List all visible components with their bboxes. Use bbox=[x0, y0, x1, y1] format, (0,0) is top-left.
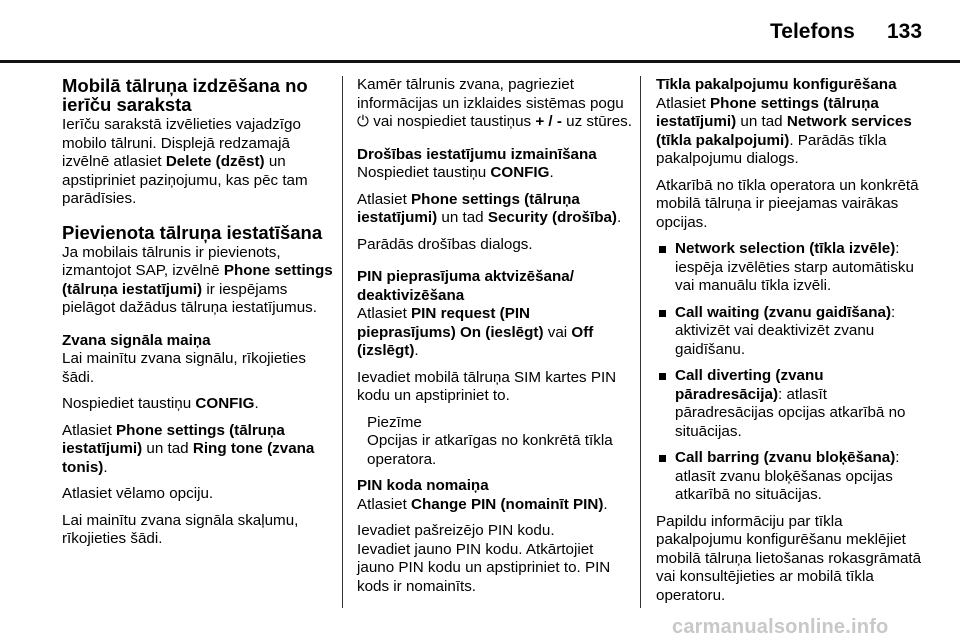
text: Atlasiet bbox=[357, 190, 412, 208]
paragraph-current-pin: Ievadiet pašreizējo PIN kodu. bbox=[357, 522, 555, 539]
list-item bbox=[656, 304, 926, 360]
text: . bbox=[414, 342, 419, 359]
bullet-square-icon bbox=[659, 455, 666, 462]
heading-pin-change: PIN koda nomaiņa bbox=[357, 477, 489, 494]
text: . bbox=[103, 458, 108, 476]
paragraph-pin-request bbox=[357, 305, 632, 361]
option-text: : atlasīt pāradresācijas opcijas atkarībā no situācijas. bbox=[675, 385, 906, 440]
menu-term: Delete (dzēst) bbox=[165, 153, 265, 170]
menu-term: Network services (tīkla pakalpojumi) bbox=[656, 113, 912, 149]
heading-security: Drošības iestatījumu izmainīšana bbox=[357, 145, 597, 163]
button-term: CONFIG bbox=[490, 164, 550, 181]
column-2 bbox=[357, 76, 632, 596]
heading-ringtone: Zvana signāla maiņa bbox=[62, 331, 211, 349]
text: un tad bbox=[437, 209, 488, 226]
text: Atlasiet bbox=[357, 305, 412, 322]
paragraph-network bbox=[656, 95, 926, 169]
menu-term: Security (drošība) bbox=[487, 209, 617, 226]
text: uz stūres. bbox=[561, 113, 632, 130]
option-term: Call waiting (zvanu gaidīšana) bbox=[675, 303, 892, 321]
text: . Parādās tīkla pakalpojumu dialogs. bbox=[656, 131, 887, 167]
page-header bbox=[0, 0, 960, 64]
bullet-square-icon bbox=[659, 373, 666, 380]
paragraph-press-config bbox=[357, 164, 632, 183]
list-item bbox=[656, 367, 926, 441]
text: . bbox=[254, 395, 259, 412]
column-1 bbox=[62, 76, 334, 549]
button-term: CONFIG bbox=[195, 395, 255, 412]
text: un apstipriniet paziņojumu, kas pēc tam parādīsies. bbox=[62, 153, 308, 207]
text: vai nospiediet taustiņus bbox=[369, 113, 536, 130]
column-divider-2 bbox=[640, 76, 641, 608]
running-title: Telefons bbox=[770, 20, 855, 43]
text: Nospiediet taustiņu bbox=[62, 395, 196, 412]
column-3 bbox=[656, 76, 926, 605]
heading-network-services: Tīkla pakalpojumu konfigurēšana bbox=[656, 76, 897, 93]
heading-pin-request: PIN pieprasījuma aktvizēšana/ deaktivizēšana bbox=[357, 268, 574, 304]
option-term: Call barring (zvanu bloķēšana) bbox=[675, 449, 896, 466]
header-rule bbox=[0, 60, 960, 63]
list-item bbox=[656, 449, 926, 505]
paragraph-while-ringing bbox=[357, 76, 632, 132]
text: Atlasiet bbox=[656, 94, 711, 112]
paragraph-volume: Lai mainītu zvana signāla skaļumu, rīkojieties šādi. bbox=[62, 511, 299, 547]
menu-term: Change PIN (nomainīt PIN) bbox=[411, 495, 604, 513]
paragraph-delete bbox=[62, 116, 334, 209]
text: . bbox=[616, 209, 622, 226]
text: un tad bbox=[736, 113, 787, 130]
paragraph-select-security bbox=[357, 191, 632, 228]
paragraph-ringtone: Lai mainītu zvana signālu, rīkojieties šādi. bbox=[62, 350, 306, 386]
options-list bbox=[656, 240, 926, 505]
option-text: : iespēja izvēlēties starp automātisku vai manuālu tīkla izvēli. bbox=[675, 240, 914, 294]
menu-term: Off (izslēgt) bbox=[357, 323, 594, 359]
text: ir iespējams pielāgot dažādus tālruņa iestatījumus. bbox=[62, 280, 317, 316]
option-text: : atlasīt zvanu bloķēšanas opcijas atkarībā no situācijas. bbox=[675, 449, 900, 503]
note-title: Piezīme bbox=[367, 413, 422, 431]
heading-phone-settings: Pievienota tālruņa iestatīšana bbox=[62, 221, 323, 243]
bullet-square-icon bbox=[659, 310, 666, 317]
page-number: 133 bbox=[887, 20, 923, 43]
paragraph-depends: Atkarībā no tīkla operatora un konkrētā mobilā tālruņa ir pieejamas vairākas opcijas. bbox=[656, 176, 919, 231]
menu-term: Phone settings (tālruņa iestatījumi) bbox=[62, 421, 285, 457]
paragraph-sim-pin: Ievadiet mobilā tālruņa SIM kartes PIN kodu un apstipriniet to. bbox=[357, 368, 617, 404]
list-item bbox=[656, 240, 926, 296]
heading-delete-phone: Mobilā tālruņa izdzēšana no ierīču saraksta bbox=[62, 75, 308, 115]
watermark: carmanualsonline.info bbox=[672, 616, 889, 638]
option-text: : aktivizēt vai deaktivizēt zvanu gaidīšanu. bbox=[675, 303, 896, 358]
text: Nospiediet taustiņu bbox=[357, 164, 491, 181]
text: Atlasiet bbox=[357, 495, 412, 513]
text: . bbox=[603, 495, 608, 513]
bullet-square-icon bbox=[659, 246, 666, 253]
paragraph-dialog: Parādās drošības dialogs. bbox=[357, 235, 533, 253]
paragraph-change-pin bbox=[357, 496, 632, 515]
menu-term: Phone settings (tālruņa iestatījumi) bbox=[656, 94, 879, 130]
text: un tad bbox=[142, 440, 193, 457]
text: Atlasiet bbox=[62, 421, 117, 439]
button-term: + / - bbox=[535, 113, 562, 130]
note-box bbox=[367, 414, 632, 470]
paragraph-new-pin: Ievadiet jauno PIN kodu. Atkārtojiet jauno PIN kodu un apstipriniet to. PIN kods ir nomainīts. bbox=[357, 540, 611, 595]
option-term: Call diverting (zvanu pāradresācija) bbox=[675, 367, 824, 403]
text: Ierīču sarakstā izvēlieties vajadzīgo mobilo tālruni. Displejā redzamajā izvēlnē atlasiet bbox=[62, 116, 301, 170]
paragraph-select-ringtone bbox=[62, 422, 334, 478]
paragraph-choose-option: Atlasiet vēlamo opciju. bbox=[62, 485, 214, 502]
text: Ja mobilais tālrunis ir pievienots, izmantojot SAP, izvēlnē bbox=[62, 243, 281, 279]
text: Kamēr tālrunis zvana, pagrieziet informācijas un izklaides sistēmas pogu bbox=[357, 76, 624, 112]
paragraph-settings bbox=[62, 244, 334, 318]
power-knob-icon: ⏻ bbox=[357, 113, 370, 130]
column-divider-1 bbox=[342, 76, 343, 608]
paragraph-press-config bbox=[62, 395, 334, 414]
menu-term: PIN request (PIN pieprasījums) On (ieslēgt) bbox=[357, 305, 544, 341]
menu-term: Ring tone (zvana tonis) bbox=[62, 440, 315, 476]
text: . bbox=[549, 164, 554, 181]
menu-term: Phone settings (tālruņa iestatījumi) bbox=[357, 190, 580, 226]
option-term: Network selection (tīkla izvēle) bbox=[675, 240, 896, 257]
paragraph-more-info: Papildu informāciju par tīkla pakalpojumu konfigurēšanu meklējiet mobilā tālruņa lietošanas rokasgrāmatā vai konsultējieties ar mobilā tīkla operatoru. bbox=[656, 512, 922, 604]
note-text: Opcijas ir atkarīgas no konkrētā tīkla operatora. bbox=[367, 432, 613, 468]
menu-term: Phone settings (tālruņa iestatījumi) bbox=[62, 262, 333, 298]
text: vai bbox=[543, 323, 572, 341]
